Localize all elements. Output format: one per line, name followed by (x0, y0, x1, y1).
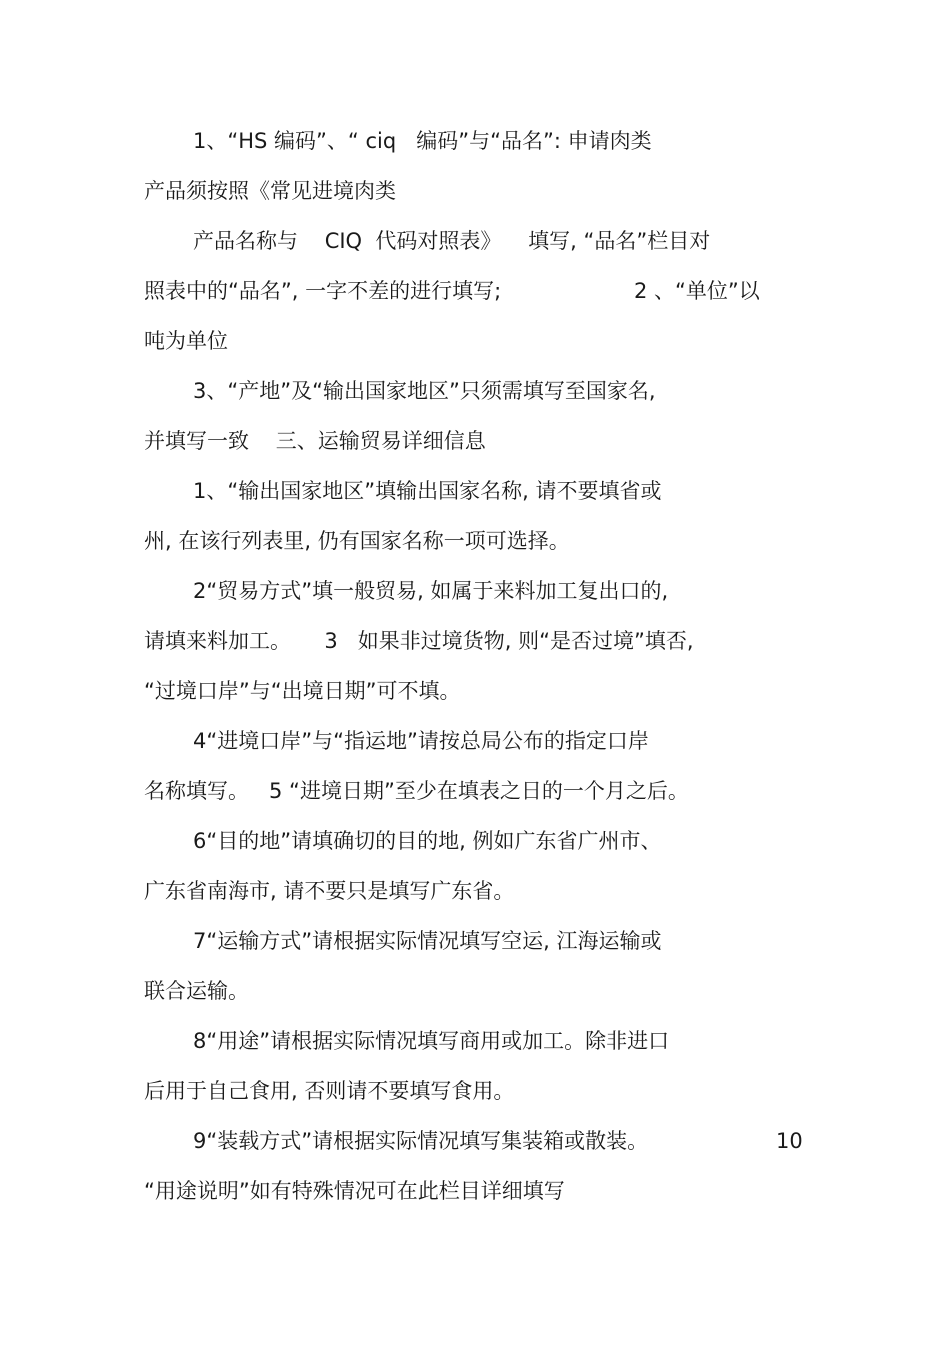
text-line-15: 6“目的地”请填确切的目的地, 例如广东省广州市、 (193, 829, 662, 853)
text-line-14: 名称填写。 5 “进境日期”至少在填表之日的一个月之后。 (144, 779, 689, 803)
text-line-7: 并填写一致 三、运输贸易详细信息 (144, 429, 486, 453)
text-line-4: 照表中的“品名”, 一字不差的进行填写; (144, 279, 502, 303)
text-line-8: 1、“输出国家地区”填输出国家名称, 请不要填省或 (193, 479, 662, 503)
text-line-11: 请填来料加工。 3 如果非过境货物, 则“是否过境”填否, (144, 629, 694, 653)
text-line-16: 广东省南海市, 请不要只是填写广东省。 (144, 879, 515, 903)
text-line-10: 2“贸易方式”填一般贸易, 如属于来料加工复出口的, (193, 579, 669, 603)
text-line-18: 联合运输。 (144, 979, 249, 1003)
text-line-17: 7“运输方式”请根据实际情况填写空运, 江海运输或 (193, 929, 662, 953)
text-line-5: 吨为单位 (144, 329, 228, 353)
text-line-9: 州, 在该行列表里, 仍有国家名称一项可选择。 (144, 529, 570, 553)
text-line-1: 1、“HS 编码”、“ ciq 编码”与“品名”: 申请肉类 (193, 129, 652, 153)
text-line-12: “过境口岸”与“出境日期”可不填。 (144, 679, 461, 703)
text-line-20: 后用于自己食用, 否则请不要填写食用。 (144, 1079, 515, 1103)
text-line-21-right: 10 (776, 1129, 803, 1153)
text-line-22: “用途说明”如有特殊情况可在此栏目详细填写 (144, 1179, 565, 1203)
text-line-6: 3、“产地”及“输出国家地区”只须需填写至国家名, (193, 379, 656, 403)
text-line-19: 8“用途”请根据实际情况填写商用或加工。除非进口 (193, 1029, 670, 1053)
text-line-2: 产品须按照《常见进境肉类 (144, 179, 396, 203)
text-line-4-right: 2 、“单位”以 (634, 279, 760, 303)
text-line-21: 9“装载方式”请根据实际情况填写集装箱或散装。 (193, 1129, 649, 1153)
text-line-3: 产品名称与 CIQ 代码对照表》 填写, “品名”栏目对 (193, 229, 711, 253)
text-line-13: 4“进境口岸”与“指运地”请按总局公布的指定口岸 (193, 729, 649, 753)
